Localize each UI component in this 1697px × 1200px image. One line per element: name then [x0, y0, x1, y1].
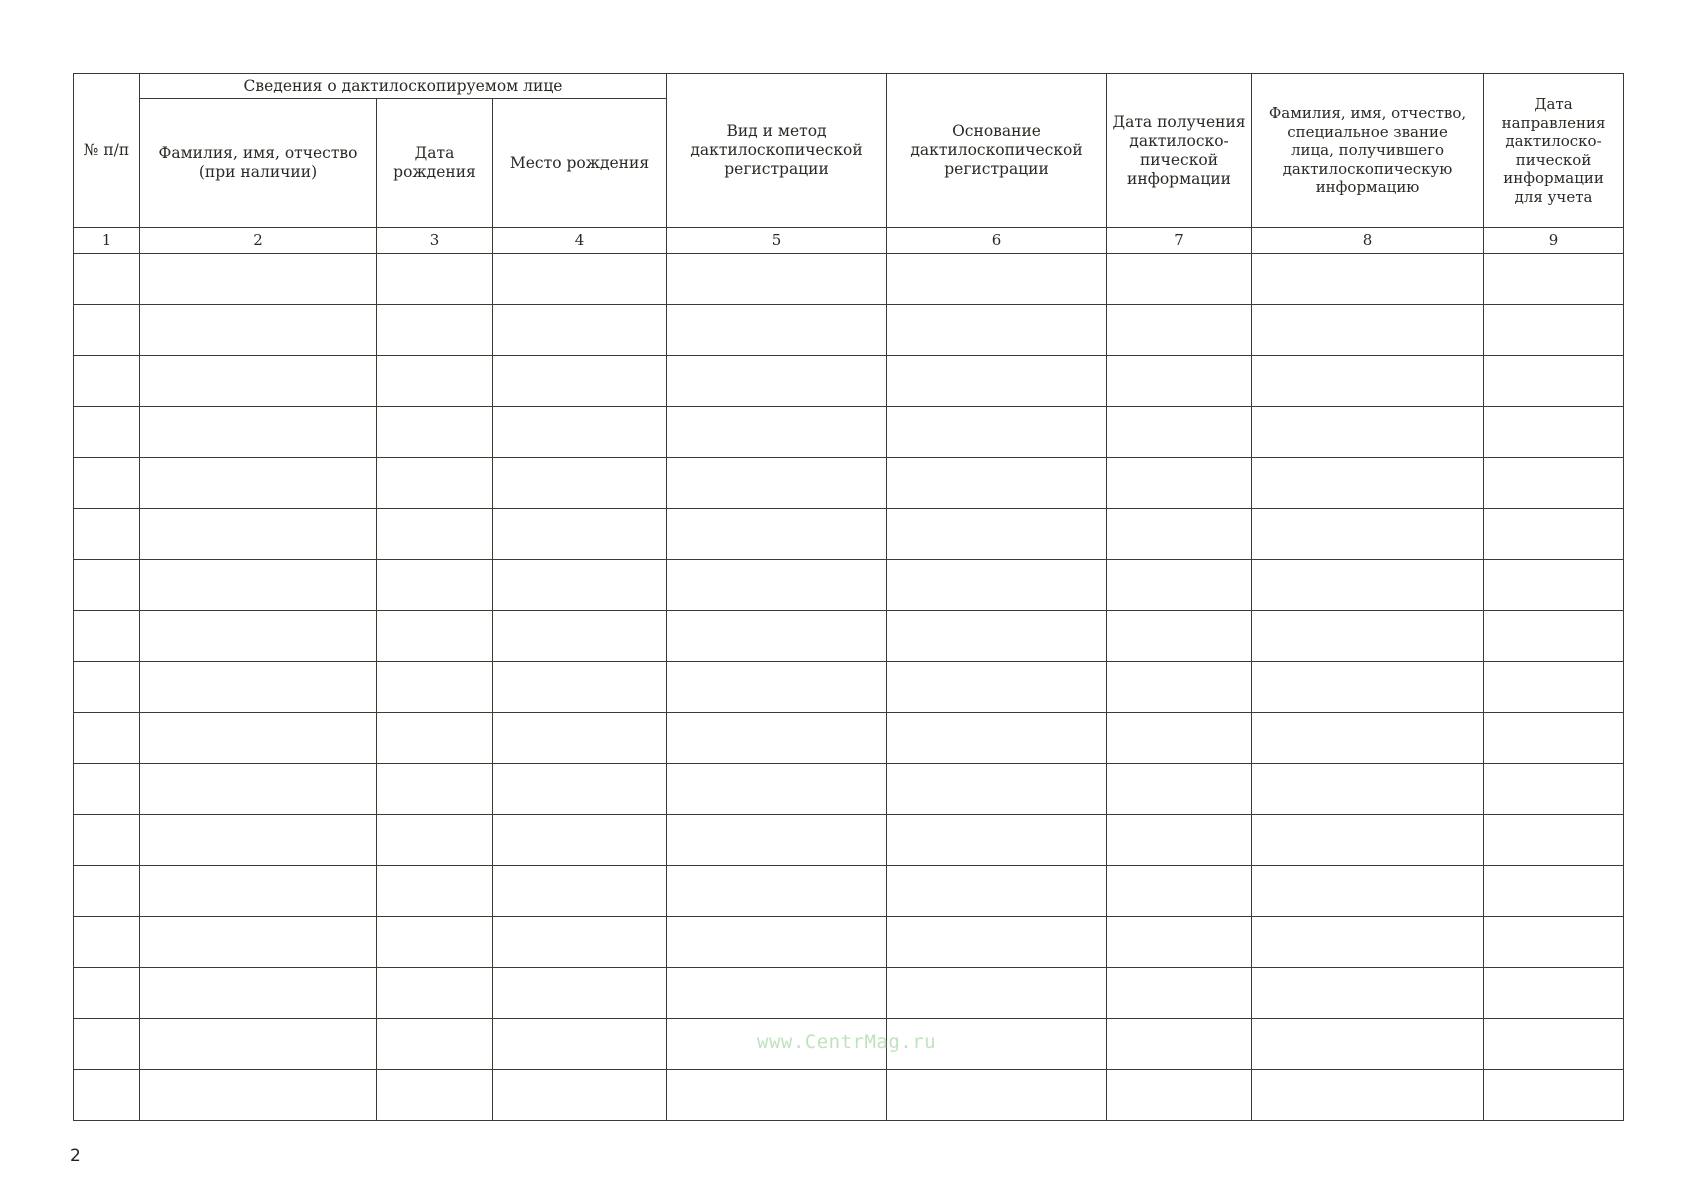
- table-cell[interactable]: [1484, 509, 1624, 560]
- table-cell[interactable]: [887, 356, 1107, 407]
- table-cell[interactable]: [1107, 917, 1252, 968]
- column-number: 1: [74, 228, 140, 254]
- table-cell[interactable]: [667, 815, 887, 866]
- table-cell[interactable]: [1252, 407, 1484, 458]
- table-cell[interactable]: [140, 509, 377, 560]
- table-cell[interactable]: [140, 1019, 377, 1070]
- table-cell[interactable]: [1107, 509, 1252, 560]
- table-cell[interactable]: [377, 764, 493, 815]
- column-number: 3: [377, 228, 493, 254]
- table-cell[interactable]: [377, 968, 493, 1019]
- table-cell[interactable]: [1484, 917, 1624, 968]
- table-cell[interactable]: [1484, 305, 1624, 356]
- table-cell[interactable]: [74, 560, 140, 611]
- table-cell[interactable]: [1484, 866, 1624, 917]
- table-cell[interactable]: [493, 1070, 667, 1121]
- column-number: 2: [140, 228, 377, 254]
- table-cell[interactable]: [140, 560, 377, 611]
- table-cell[interactable]: [74, 458, 140, 509]
- table-row: [74, 305, 1624, 356]
- table-cell[interactable]: [667, 458, 887, 509]
- column-number: 5: [667, 228, 887, 254]
- table-cell[interactable]: [74, 611, 140, 662]
- table-cell[interactable]: [1252, 917, 1484, 968]
- table-cell[interactable]: [1107, 968, 1252, 1019]
- table-cell[interactable]: [74, 509, 140, 560]
- table-cell[interactable]: [140, 764, 377, 815]
- column-number: 7: [1107, 228, 1252, 254]
- table-cell[interactable]: [1484, 560, 1624, 611]
- table-cell[interactable]: [887, 1070, 1107, 1121]
- table-cell[interactable]: [1252, 713, 1484, 764]
- table-row: [74, 764, 1624, 815]
- table-cell[interactable]: [74, 713, 140, 764]
- table-cell[interactable]: [140, 662, 377, 713]
- table-cell[interactable]: [377, 356, 493, 407]
- table-cell[interactable]: [1107, 611, 1252, 662]
- table-cell[interactable]: [1252, 764, 1484, 815]
- table-cell[interactable]: [493, 560, 667, 611]
- table-cell[interactable]: [1252, 560, 1484, 611]
- table-cell[interactable]: [1484, 407, 1624, 458]
- table-row: [74, 407, 1624, 458]
- table-cell[interactable]: [377, 611, 493, 662]
- table-cell[interactable]: [887, 305, 1107, 356]
- table-cell[interactable]: [1107, 560, 1252, 611]
- column-number: 4: [493, 228, 667, 254]
- table-cell[interactable]: [1107, 407, 1252, 458]
- header-col-2: Фамилия, имя, отчество (при наличии): [140, 99, 377, 228]
- table-cell[interactable]: [1484, 356, 1624, 407]
- table-cell[interactable]: [140, 917, 377, 968]
- table-cell[interactable]: [1252, 1019, 1484, 1070]
- table-cell[interactable]: [493, 662, 667, 713]
- table-cell[interactable]: [1252, 1070, 1484, 1121]
- table-cell[interactable]: [667, 713, 887, 764]
- table-cell[interactable]: [1107, 866, 1252, 917]
- table-row: [74, 968, 1624, 1019]
- table-cell[interactable]: [493, 764, 667, 815]
- table-cell[interactable]: [667, 611, 887, 662]
- table-cell[interactable]: [74, 968, 140, 1019]
- table-cell[interactable]: [1107, 254, 1252, 305]
- table-cell[interactable]: [1484, 458, 1624, 509]
- table-cell[interactable]: [493, 815, 667, 866]
- table-cell[interactable]: [667, 968, 887, 1019]
- table-cell[interactable]: [74, 305, 140, 356]
- table-cell[interactable]: [140, 713, 377, 764]
- header-col-8: Фамилия, имя, отчество, специальное звание лица, получившего дактилоскопическую информацию: [1252, 74, 1484, 228]
- table-cell[interactable]: [140, 356, 377, 407]
- table-cell[interactable]: [667, 866, 887, 917]
- table-cell[interactable]: [667, 254, 887, 305]
- table-cell[interactable]: [493, 509, 667, 560]
- table-cell[interactable]: [74, 407, 140, 458]
- table-cell[interactable]: [1107, 713, 1252, 764]
- table-row: [74, 611, 1624, 662]
- table-cell[interactable]: [493, 866, 667, 917]
- header-group-person-info: Сведения о дактилоскопируемом лице: [140, 74, 667, 99]
- table-cell[interactable]: [1484, 713, 1624, 764]
- table-cell[interactable]: [493, 458, 667, 509]
- table-cell[interactable]: [667, 917, 887, 968]
- table-cell[interactable]: [377, 713, 493, 764]
- table-cell[interactable]: [140, 407, 377, 458]
- table-cell[interactable]: [1484, 611, 1624, 662]
- table-cell[interactable]: [1252, 662, 1484, 713]
- table-cell[interactable]: [377, 662, 493, 713]
- header-col-4: Место рождения: [493, 99, 667, 228]
- table-cell[interactable]: [887, 611, 1107, 662]
- table-cell[interactable]: [887, 815, 1107, 866]
- table-row: [74, 866, 1624, 917]
- table-cell[interactable]: [1484, 662, 1624, 713]
- table-cell[interactable]: [377, 305, 493, 356]
- table-cell[interactable]: [493, 917, 667, 968]
- table-row: [74, 560, 1624, 611]
- table-row: [74, 815, 1624, 866]
- table-cell[interactable]: [667, 407, 887, 458]
- table-cell[interactable]: [493, 713, 667, 764]
- table-cell[interactable]: [667, 764, 887, 815]
- table-cell[interactable]: [1107, 764, 1252, 815]
- table-cell[interactable]: [887, 764, 1107, 815]
- table-cell[interactable]: [377, 560, 493, 611]
- table-cell[interactable]: [140, 254, 377, 305]
- table-row: [74, 254, 1624, 305]
- table-cell[interactable]: [1484, 1019, 1624, 1070]
- table-cell[interactable]: [887, 560, 1107, 611]
- header-col-5: Вид и метод дактилоскопической регистрации: [667, 74, 887, 228]
- table-cell[interactable]: [377, 509, 493, 560]
- table-cell[interactable]: [667, 560, 887, 611]
- column-number: 9: [1484, 228, 1624, 254]
- table-cell[interactable]: [493, 1019, 667, 1070]
- table-cell[interactable]: [74, 662, 140, 713]
- column-number: 6: [887, 228, 1107, 254]
- table-cell[interactable]: [140, 305, 377, 356]
- column-number-row: [74, 228, 1624, 254]
- table-cell[interactable]: [887, 407, 1107, 458]
- watermark-text: www.CentrMag.ru: [757, 1031, 937, 1053]
- table-cell[interactable]: [1107, 1070, 1252, 1121]
- page-number: 2: [70, 1146, 81, 1166]
- table-cell[interactable]: [140, 815, 377, 866]
- table-cell[interactable]: [1107, 815, 1252, 866]
- table-cell[interactable]: [140, 968, 377, 1019]
- table-cell[interactable]: [667, 305, 887, 356]
- table-cell[interactable]: [1484, 968, 1624, 1019]
- table-cell[interactable]: [493, 611, 667, 662]
- table-row: [74, 458, 1624, 509]
- table-cell[interactable]: [140, 866, 377, 917]
- table-cell[interactable]: [493, 305, 667, 356]
- table-row: [74, 662, 1624, 713]
- table-row: [74, 1070, 1624, 1121]
- table-cell[interactable]: [1107, 662, 1252, 713]
- ledger-body: [74, 254, 1624, 1121]
- table-cell[interactable]: [887, 917, 1107, 968]
- table-cell[interactable]: [1252, 815, 1484, 866]
- table-cell[interactable]: [140, 1070, 377, 1121]
- header-col-3: Дата рождения: [377, 99, 493, 228]
- table-cell[interactable]: [493, 407, 667, 458]
- table-cell[interactable]: [1484, 764, 1624, 815]
- table-cell[interactable]: [493, 968, 667, 1019]
- table-cell[interactable]: [377, 458, 493, 509]
- table-cell[interactable]: [377, 866, 493, 917]
- table-cell[interactable]: [74, 764, 140, 815]
- table-cell[interactable]: [377, 815, 493, 866]
- table-cell[interactable]: [1252, 866, 1484, 917]
- table-cell[interactable]: [1252, 968, 1484, 1019]
- table-cell[interactable]: [887, 458, 1107, 509]
- table-cell[interactable]: [667, 509, 887, 560]
- table-cell[interactable]: [1252, 356, 1484, 407]
- table-cell[interactable]: [140, 611, 377, 662]
- table-cell[interactable]: [887, 509, 1107, 560]
- table-cell[interactable]: [887, 713, 1107, 764]
- table-cell[interactable]: [1252, 458, 1484, 509]
- table-cell[interactable]: [1484, 815, 1624, 866]
- table-cell[interactable]: [887, 662, 1107, 713]
- table-row: [74, 509, 1624, 560]
- table-cell[interactable]: [377, 1019, 493, 1070]
- table-cell[interactable]: [74, 1070, 140, 1121]
- registration-ledger-table: [73, 73, 1624, 1121]
- table-cell[interactable]: [1252, 611, 1484, 662]
- table-cell[interactable]: [1252, 254, 1484, 305]
- header-col-7: Дата получения дактилоско- пической информации: [1107, 74, 1252, 228]
- header-col-1: № п/п: [74, 74, 140, 228]
- table-cell[interactable]: [1252, 509, 1484, 560]
- table-cell[interactable]: [74, 815, 140, 866]
- table-cell[interactable]: [74, 866, 140, 917]
- table-cell[interactable]: [74, 356, 140, 407]
- table-cell[interactable]: [667, 662, 887, 713]
- table-cell[interactable]: [493, 356, 667, 407]
- table-cell[interactable]: [887, 866, 1107, 917]
- table-cell[interactable]: [377, 917, 493, 968]
- table-cell[interactable]: [377, 407, 493, 458]
- table-cell[interactable]: [1107, 356, 1252, 407]
- table-cell[interactable]: [1484, 1070, 1624, 1121]
- table-row: [74, 356, 1624, 407]
- table-cell[interactable]: [887, 254, 1107, 305]
- table-cell[interactable]: [1107, 1019, 1252, 1070]
- column-number: 8: [1252, 228, 1484, 254]
- table-row: [74, 917, 1624, 968]
- header-col-9: Дата направления дактилоско- пической информации для учета: [1484, 74, 1624, 228]
- table-cell[interactable]: [377, 254, 493, 305]
- header-col-6: Основание дактилоскопической регистрации: [887, 74, 1107, 228]
- table-cell[interactable]: [140, 458, 377, 509]
- table-cell[interactable]: [1252, 305, 1484, 356]
- table-cell[interactable]: [493, 254, 667, 305]
- table-cell[interactable]: [377, 1070, 493, 1121]
- table-cell[interactable]: [1107, 458, 1252, 509]
- table-cell[interactable]: [74, 917, 140, 968]
- table-cell[interactable]: [74, 254, 140, 305]
- table-cell[interactable]: [1107, 305, 1252, 356]
- table-cell[interactable]: [887, 968, 1107, 1019]
- table-cell[interactable]: [74, 1019, 140, 1070]
- table-row: [74, 713, 1624, 764]
- table-cell[interactable]: [667, 1070, 887, 1121]
- table-cell[interactable]: [667, 356, 887, 407]
- table-cell[interactable]: [1484, 254, 1624, 305]
